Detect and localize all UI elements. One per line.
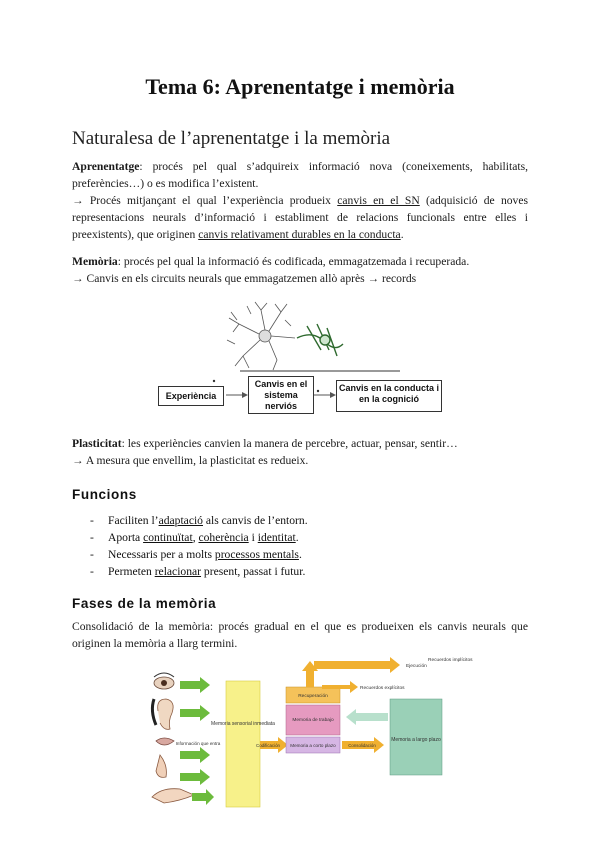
neuron-illustration (225, 300, 345, 372)
list-item: - Necessaris per a molts processos mentals. (90, 546, 308, 563)
neuron-left-icon (227, 302, 295, 370)
info-label: Información que entra (175, 741, 221, 746)
section-heading-naturalesa: Naturalesa de l’aprenentatge i la memòria (72, 128, 391, 149)
term-plasticitat: Plasticitat (72, 437, 122, 450)
mouth-icon (156, 738, 174, 745)
term-memoria: Memòria (72, 255, 118, 268)
recuperacion-label: Recuperación (298, 694, 328, 699)
heading-fases: Fases de la memòria (72, 596, 217, 611)
underline-canvis-sn: canvis en el SN (337, 194, 420, 207)
arrow-text-1b: (adquisició de noves representacions neurals d’informació i establiment de relacions funcionals entre elles i preexistents), que originen (72, 194, 528, 241)
list-item: - Aporta continuïtat, coherència i identitat. (90, 529, 308, 546)
underline-canvis-conducta: canvis relativament durables en la conducta (198, 228, 401, 241)
list-item: - Permeten relacionar present, passat i futur. (90, 563, 308, 580)
codif-label: Codificación (256, 743, 280, 748)
consolid-label: Consolidación (348, 743, 376, 748)
def-aprenentatge: : procés pel qual s’adquireix informació nova (coneixements, habilitats, preferències…) o es modifica l’existent. (72, 160, 528, 190)
def-plasticitat: : les experiències canvien la manera de percebre, actuar, pensar, sentir… (121, 437, 458, 450)
memoria-arrow: → Canvis en els circuits neurals que emmagatzemen allò après → records (72, 272, 417, 285)
corto-label: Memoria a corto plazo (290, 743, 336, 748)
memory-stages-diagram (150, 655, 473, 813)
paragraph-memoria (72, 253, 528, 287)
def-memoria: : procés pel qual la informació és codificada, emmagatzemada i recuperada. (117, 255, 470, 268)
eye-icon (154, 673, 174, 689)
largo-label: Memoria a largo plazo (391, 737, 441, 743)
box-experiencia: Experiència (158, 386, 224, 406)
plasticitat-arrow: → A mesura que envellim, la plasticitat es redueix. (72, 454, 309, 467)
page-title: Tema 6: Aprenentatge i memòria (145, 74, 455, 99)
arrow-text-1a: → Procés mitjançant el qual l’experiència produeix (72, 194, 338, 207)
heading-funcions: Funcions (72, 487, 137, 502)
ejecucion-label: Ejecución (406, 664, 427, 669)
trabajo-label: Memoria de trabajo (292, 718, 334, 723)
hand-icon (152, 789, 194, 803)
term-aprenentatge: Aprenentatge (72, 160, 140, 173)
ear-icon (152, 699, 173, 729)
paragraph-aprenentatge (72, 158, 528, 243)
box-canvis-conducta: Canvis en la conducta i en la cognició (336, 380, 442, 412)
box-canvis-sn: Canvis en el sistema nerviós (248, 376, 314, 414)
implicitos-label: Recuerdos implícitos (428, 658, 473, 663)
paragraph-consolidacio: Consolidació de la memòria: procés gradual en el que es produeixen els canvis neurals que originen la memòria a llarg termini. (72, 620, 528, 650)
sensory-label: Memoria sensorial inmediata (211, 721, 275, 727)
nose-icon (156, 755, 166, 777)
paragraph-plasticitat (72, 435, 528, 469)
list-item: - Faciliten l’adaptació als canvis de l’entorn. (90, 512, 308, 529)
explicitos-label: Recuerdos explícitos (360, 686, 405, 691)
funcions-list (90, 512, 308, 580)
neuron-right-icon (297, 324, 343, 356)
arrow-text-1c: . (400, 228, 404, 241)
